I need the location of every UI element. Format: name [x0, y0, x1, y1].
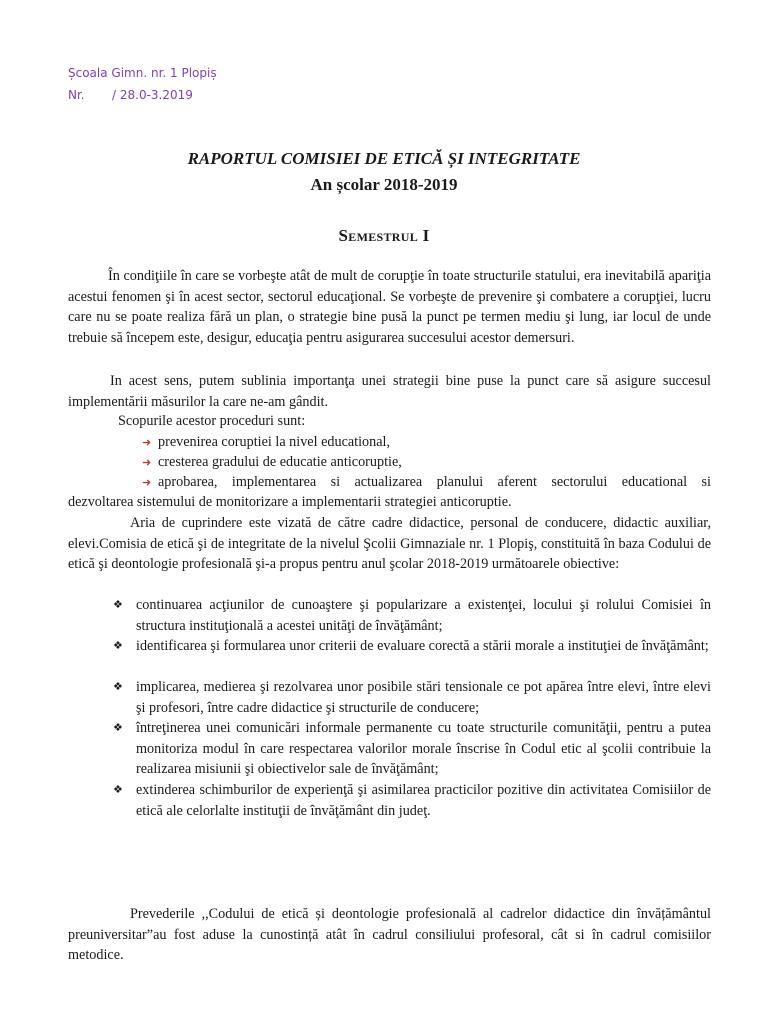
diamond-bullet-icon: ❖ [113, 681, 123, 693]
section-title: Semestrul I [338, 226, 430, 245]
nr-label: Nr. [68, 88, 85, 102]
registration-number [68, 88, 193, 102]
objective-item: ❖ identificarea şi formularea unor criterii de evaluare corectă a stării morale a instituţiei de învăţământ; [113, 636, 711, 657]
paragraph-purposes-heading: Scopurile acestor proceduri sunt: [118, 413, 306, 429]
paragraph-intro: În condiţiile în care se vorbeşte atât de mult de corupţie în toate structurile statului, era inevitabilă apariţia acestui fenomen şi în acest sector, sectorul educaţional. Se vorbeşte de prevenire şi combatere a corupţiei, lucru care nu se poate realiza fără un plan, o strategie bine pusă la punct pe termen mediu şi lung, iar locul de unde trebuie să începem este, desigur, educaţia pentru asigurarea succesului acestor demersuri. [68, 268, 711, 346]
arrow-bullet-icon: ➜ [142, 457, 152, 469]
diamond-bullet-icon: ❖ [113, 784, 123, 796]
diamond-bullet-icon: ❖ [113, 722, 123, 734]
objective-item: ❖ extinderea schimburilor de experienţă şi asimilarea practicilor pozitive din activitatea Comisiilor de etică ale celorlalte instituţii de învăţământ din judeţ. [113, 782, 711, 819]
paragraph-strategy: In acest sens, putem sublinia importanţa unei strategii bine puse la punct care să asigure succesul implementării măsurilor la care ne-am gândit. [68, 373, 711, 410]
purpose-item: ➜ prevenirea coruptiei la nivel educational, [142, 432, 390, 454]
objective-item: ❖ întreţinerea unei comunicări informale permanente cu toate structurile comunităţii, pentru a putea monitoriza modul în care respectarea valorilor morale înscrise în Codul etic al şcolii contribuie la realizarea misiunii şi obiectivelor sale de învăţământ; [113, 720, 711, 777]
nr-value: / 28.0-3.2019 [112, 88, 193, 102]
report-title: RAPORTUL COMISIEI DE ETICĂ ȘI INTEGRITATE [187, 149, 581, 168]
arrow-bullet-icon: ➜ [142, 477, 152, 489]
paragraph-scope: Aria de cuprindere este vizată de către cadre didactice, personal de conducere, didactic auxiliar, elevi.Comisia de etică şi de integritate de la nivelul Şcolii Gimnaziale nr. 1 Plopiş, constituită în baza Codului de etică şi deontologie profesională şi-a propus pentru anul şcolar 2018-2019 următoarele obiective: [68, 515, 711, 572]
school-name: Școala Gimn. nr. 1 Plopiș [68, 66, 217, 80]
purpose-item: ➜ cresterea gradului de educatie anticoruptie, [142, 452, 402, 474]
purpose-item-continuation: dezvoltarea sistemului de monitorizare a implementarii strategiei anticoruptie. [68, 494, 512, 510]
diamond-bullet-icon: ❖ [113, 640, 123, 652]
objective-item: ❖ continuarea acţiunilor de cunoaştere şi popularizare a existenţei, locului şi rolului Comisiei în structura instituţională a acestei unităţi de învăţământ; [113, 597, 711, 634]
paragraph-code-provisions: Prevederile ,,Codului de etică și deontologie profesională al cadrelor didactice din învățământul preuniversitar”au fost aduse la cunostință atât în cadrul consiliului profesoral, cât si în cadrul comisiilor metodice. [68, 906, 711, 963]
diamond-bullet-icon: ❖ [113, 599, 123, 611]
school-year-title: An școlar 2018-2019 [310, 175, 458, 194]
arrow-bullet-icon: ➜ [142, 437, 152, 449]
purpose-item: ➜ aprobarea, implementarea si actualizarea planului aferent sectorului educational si [142, 472, 711, 494]
objective-item: ❖ implicarea, medierea şi rezolvarea unor posibile stări tensionale ce pot apărea între elevi, între elevi şi profesori, între cadre didactice şi structurile de conducere; [113, 679, 711, 716]
